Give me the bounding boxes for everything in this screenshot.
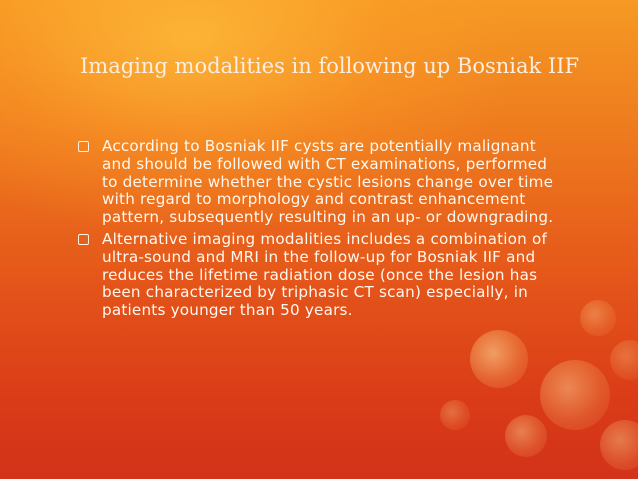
slide-body (78, 138, 558, 324)
square-bullet-icon (78, 234, 89, 245)
bullet-text: Alternative imaging modalities includes a combination of ultra-sound and MRI in the follow-up for Bosniak IIF and reduces the lifetime radiation dose (once the lesion has been characterized by triphasic CT scan) especially, in patients younger than 50 years. (102, 229, 548, 320)
decorative-bokeh (580, 300, 616, 336)
decorative-bokeh (610, 340, 638, 380)
slide-title: Imaging modalities in following up Bosniak IIF (80, 54, 580, 78)
decorative-bokeh (470, 330, 528, 388)
square-bullet-icon (78, 141, 89, 152)
decorative-bokeh (540, 360, 610, 430)
bullet-item (78, 138, 558, 227)
decorative-bokeh (505, 415, 547, 457)
bullet-text: According to Bosniak IIF cysts are potentially malignant and should be followed with CT examinations, performed to determine whether the cystic lesions change over time with regard to morphology and contrast enhancement pattern, subsequently resulting in an up- or downgrading. (102, 137, 554, 227)
bullet-item (78, 231, 558, 320)
decorative-bokeh (600, 420, 638, 470)
decorative-bokeh (440, 400, 470, 430)
